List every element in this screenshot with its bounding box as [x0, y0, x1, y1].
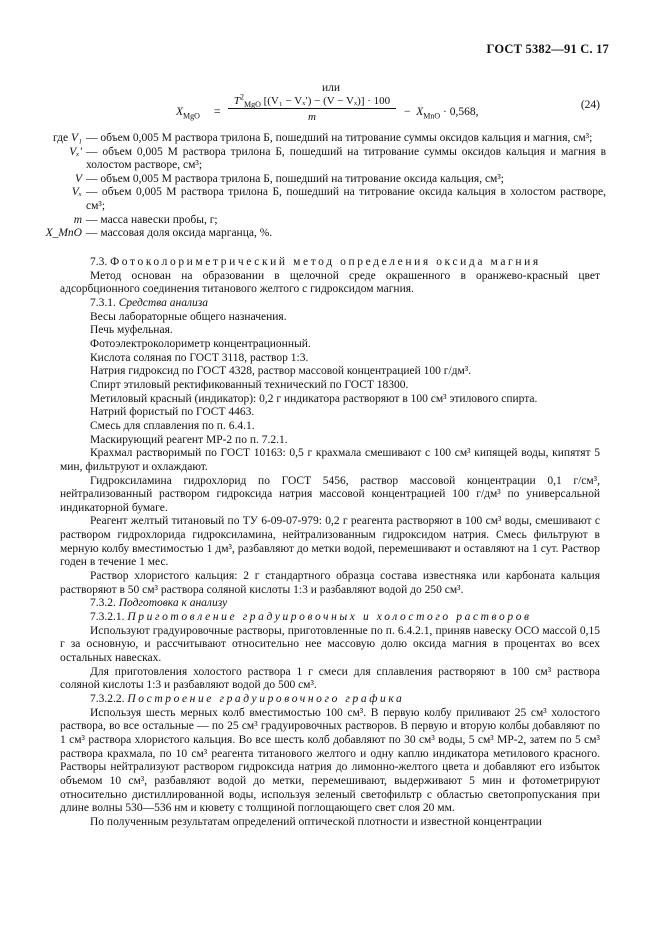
formula-lhs: $X_{MgO}$	[176, 106, 200, 121]
formula-equals: =	[214, 106, 221, 118]
formula-denominator: m	[308, 111, 316, 123]
list-item: Смесь для сплавления по п. 6.4.1.	[90, 419, 255, 432]
formula-numerator: $T^2_{MgO}$ [(V₁ − Vₓ′) − (V − Vₓ)] · 100	[233, 92, 391, 110]
paragraph: Раствор хлористого кальция: 2 г стандартного образца состава известняка или карбоната кальция растворяют в 50 см³ раствора соляной кислоты 1:3 и разбавляют водой до 250 см³.	[60, 570, 600, 596]
paragraph: По полученным результатам определений оптической плотности и известной концентрации	[90, 815, 542, 828]
definition-item: Vₓ — объем 0,005 М раствора трилона Б, пошедший на титрование оксида кальция в холостом растворе, см³;	[71, 186, 606, 212]
list-item: Фотоэлектроколориметр концентрационный.	[90, 337, 311, 350]
definition-item: m — масса навески пробы, г;	[73, 213, 218, 226]
equation-number: (24)	[580, 99, 600, 111]
section-heading-7-3-2: 7.3.2. Подготовка к анализу	[90, 597, 228, 610]
list-item: Печь муфельная.	[90, 324, 173, 337]
section-heading-7-3-2-2: 7.3.2.2. Построение градуировочного графика	[90, 693, 405, 705]
paragraph: Крахмал растворимый по ГОСТ 10163: 0,5 г крахмала смешивают с 100 см³ кипящей воды, кипятят 5 мин, фильтруют и охлаждают.	[60, 447, 600, 473]
paragraph: Метод основан на образовании в щелочной среде окрашенного в оранжево-красный цвет адсорбционного соединения титанового желтого с гидроксидом магния.	[60, 269, 600, 296]
paragraph: Для приготовления холостого раствора 1 г смеси для сплавления растворяют в 100 см³ раствора соляной кислоты 1:3 и разбавляют водой до 500 см³.	[60, 665, 600, 692]
formula-tail: − $X_{MnO} \cdot 0,568$,	[404, 106, 479, 121]
definition-item: X_MnO — массовая доля оксида марганца, %.	[45, 227, 273, 240]
section-heading-7-3-1: 7.3.1. Средства анализа	[90, 296, 208, 309]
list-item: Натрия гидроксид по ГОСТ 4328, раствор массовой концентрацией 100 г/дм³.	[90, 365, 472, 378]
running-header: ГОСТ 5382—91 С. 17	[486, 42, 609, 56]
definition-item: Vₓ′ — объем 0,005 М раствора трилона Б, пошедший на титрование суммы оксидов кальция и магния в холостом растворе, см³;	[69, 145, 606, 172]
definition-item: где V₁ — объем 0,005 М раствора трилона Б, пошедший на титрование суммы оксидов кальция и магния, см³;	[52, 132, 593, 144]
list-item: Весы лабораторные общего назначения.	[90, 310, 287, 323]
paragraph: Используя шесть мерных колб вместимостью 100 см³. В первую колбу приливают 25 см³ холостого раствора, во все остальные — по 25 см³ градуировочных растворов. В первую и вторую колбы добавляют по 1 см³ раствора хлористого кальция. Во все шесть колб добавляют по 30 см³ воды, 5 см³ МР-2, затем по 5 см³ раствора крахмала, по 10 см³ реагента титанового желтого и одну каплю индикатора метилового красного. Растворы нейтрализуют раствором гидроксида натрия до лимонно-желтого цвета и добавляют его избыток объемом 10 см³, разбавляют водой до метки, перемешивают, выдерживают 5 мин и фотометрируют относительно дистиллированной воды, используя зеленый светофильтр с областью светопропускания при длине волны 530—536 нм и кювету с толщиной поглощающего свет слоя 20 мм.	[60, 706, 600, 815]
paragraph: Реагент желтый титановый по ТУ 6-09-07-979: 0,2 г реагента растворяют в 100 см³ воды, смешивают с раствором гидрохлорида гидроксиламина, нейтрализованным гидроксидом натрия. Смесь фильтруют в мерную колбу вместимостью 1 дм³, разбавляют до метки водой, перемешивают и оставляют на 1 сут. Раствор годен в течение 1 мес.	[60, 515, 600, 569]
formula-24	[176, 92, 606, 131]
paragraph: Гидроксиламина гидрохлорид по ГОСТ 5456, раствор массовой концентрации 0,1 г/см³, нейтрализованный раствором гидроксида натрия массовой концентрацией 100 г/дм³ по универсальной индикаторной бумаге.	[60, 474, 600, 514]
list-item: Спирт этиловый ректификованный технический по ГОСТ 18300.	[90, 378, 409, 391]
list-item: Натрий фористый по ГОСТ 4463.	[90, 406, 255, 419]
section-heading-7-3-2-1: 7.3.2.1. Приготовление градуировочных и холостого растворов	[90, 611, 532, 624]
definition-item: V — объем 0,005 М раствора трилона Б, пошедший на титрование оксида кальция, см³;	[74, 172, 504, 185]
list-item: Метиловый красный (индикатор): 0,2 г индикатора растворяют в 100 см³ этилового спирта.	[90, 392, 538, 405]
formula-fraction	[228, 92, 396, 123]
list-item: Маскирующий реагент МР-2 по п. 7.2.1.	[90, 433, 288, 446]
definitions-list	[0, 132, 661, 241]
list-item: Кислота соляная по ГОСТ 3118, раствор 1:3.	[90, 351, 309, 364]
or-word: или	[322, 82, 341, 94]
section-heading-7-3: 7.3. Фотоколориметрический метод определения оксида магния	[90, 256, 541, 268]
document-body	[60, 256, 600, 830]
paragraph: Используют градуировочные растворы, приготовленные по п. 6.4.2.1, приняв навеску ОСО массой 0,15 г за основную, и рассчитывают относительно нее массовую долю оксида магния в процентах во всех остальных навесках.	[60, 624, 600, 665]
